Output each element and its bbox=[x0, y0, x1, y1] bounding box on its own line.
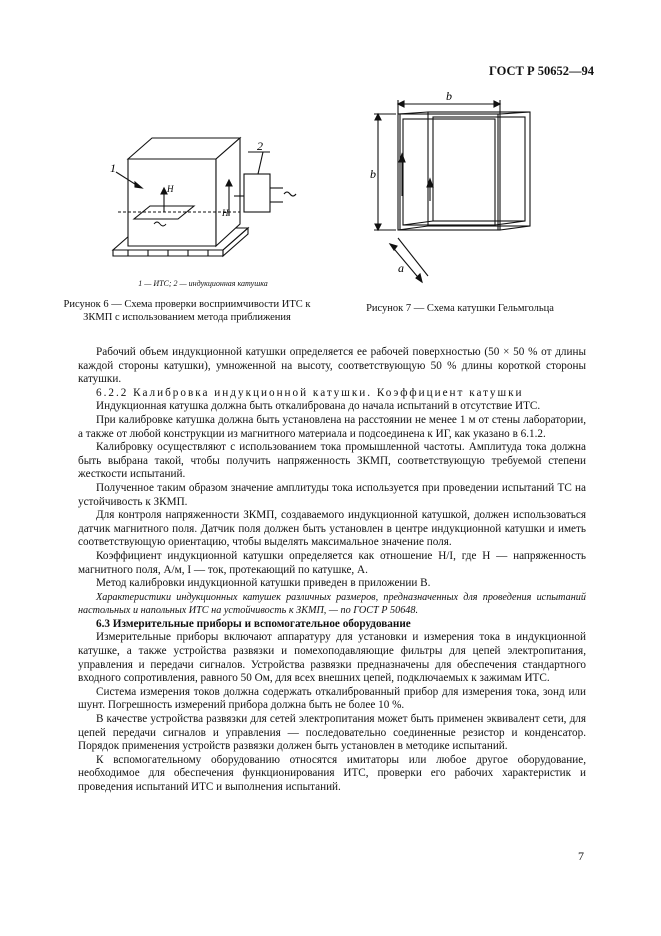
subsection-heading-6-2-2: 6.2.2 Калибровка индукционной катушки. Коэффициент катушки bbox=[96, 386, 524, 399]
paragraph: Индукционная катушка должна быть откалибрована до начала испытаний в отсутствие ИТС. bbox=[96, 400, 541, 413]
figure-7-label-a: a bbox=[398, 261, 404, 275]
body-text bbox=[78, 346, 586, 795]
figure-7-caption: Рисунок 7 — Схема катушки Гельмгольца bbox=[366, 303, 554, 314]
figure-6-label-2: 2 bbox=[257, 139, 263, 153]
paragraph: Калибровку осуществляют с использованием тока промышленной частоты. Амплитуда тока должна быть выбрана такой, чтобы получить напряженность ЗКМП, соответствующую требуемой степени жесткости испытаний. bbox=[78, 441, 586, 481]
paragraph: Коэффициент индукционной катушки определяется как отношение H/I, где H — напряженность магнитного поля, А/м, I — ток, протекающий по катушке, А. bbox=[78, 549, 586, 576]
figure-6-label-1: 1 bbox=[110, 161, 116, 175]
figure-6-label-h-inner: H bbox=[167, 184, 174, 194]
figure-6-drawing bbox=[98, 126, 298, 276]
document-header: ГОСТ Р 50652—94 bbox=[488, 64, 594, 78]
paragraph-italic-note: Характеристики индукционных катушек различных размеров, предназначенных для проведения испытаний настольных и напольных ИТС на устойчивость к ЗКМП, — по ГОСТ Р 50648. bbox=[78, 591, 586, 617]
paragraph: Полученное таким образом значение амплитуды тока используется при проведении испытаний ТС на устойчивость к ЗКМП. bbox=[78, 481, 586, 508]
figure-6-caption: Рисунок 6 — Схема проверки восприимчивости ИТС к ЗКМП с использованием метода приближения bbox=[63, 299, 311, 323]
paragraph: Система измерения токов должна содержать откалиброванный прибор для измерения тока, зонд или шунт. Погрешность измерений прибора должна быть не более 10 %. bbox=[78, 685, 586, 712]
paragraph: К вспомогательному оборудованию относятся имитаторы или любое другое оборудование, необходимое для обеспечения функционирования ИТС, проверки его рабочих характеристик и проведения испытаний ИТС и выполнения испытаний. bbox=[78, 753, 586, 793]
paragraph-working-volume: Рабочий объем индукционной катушки определяется ее рабочей поверхностью (50 × 50 % от длины каждой стороны катушки), умноженной на высоту, соответствующую 50 % длины короткой стороны катушки. bbox=[78, 346, 586, 386]
figure-7-label-b-side: b bbox=[370, 167, 376, 181]
figure-7-label-b-top: b bbox=[446, 89, 452, 103]
page-number: 7 bbox=[578, 849, 584, 863]
figure-6-legend: 1 — ИТС; 2 — индукционная катушка bbox=[138, 279, 268, 288]
paragraph: При калибровке катушка должна быть установлена на расстоянии не менее 1 м от стены лаборатории, а также от любой конструкции из магнитного материала и подсоединена к ИГ, как указано в 6.1.2. bbox=[78, 413, 586, 440]
paragraph: Для контроля напряженности ЗКМП, создаваемого индукционной катушкой, должен использоваться датчик магнитного поля. Датчик поля должен быть установлен в центре индукционной катушки и иметь соответствующую ориентацию, чтобы выделять максимальное значение поля. bbox=[78, 509, 586, 549]
section-heading-6-3: 6.3 Измерительные приборы и вспомогательное оборудование bbox=[96, 617, 411, 630]
paragraph: Метод калибровки индукционной катушки приведен в приложении В. bbox=[96, 577, 431, 590]
paragraph: Измерительные приборы включают аппаратуру для установки и измерения тока в индукционной катушке, а также устройства развязки и помехоподавляющие фильтры для цепей электропитания, управления и передачи сигналов. Устройства развязки предназначены для обеспечения стандартного входного сопротивления, равного 50 Ом, для всех внешних цепей, подключаемых к зажимам ИТС. bbox=[78, 631, 586, 685]
figure-6-label-h-side: H bbox=[222, 208, 229, 218]
figure-7-drawing bbox=[370, 86, 540, 284]
paragraph: В качестве устройства развязки для сетей электропитания может быть применен эквивалент сети, для цепей передачи сигналов и управления — последовательно соединенные резистор и конденсатор. Порядок применения устройств развязки должен быть установлен в методике испытаний. bbox=[78, 713, 586, 753]
